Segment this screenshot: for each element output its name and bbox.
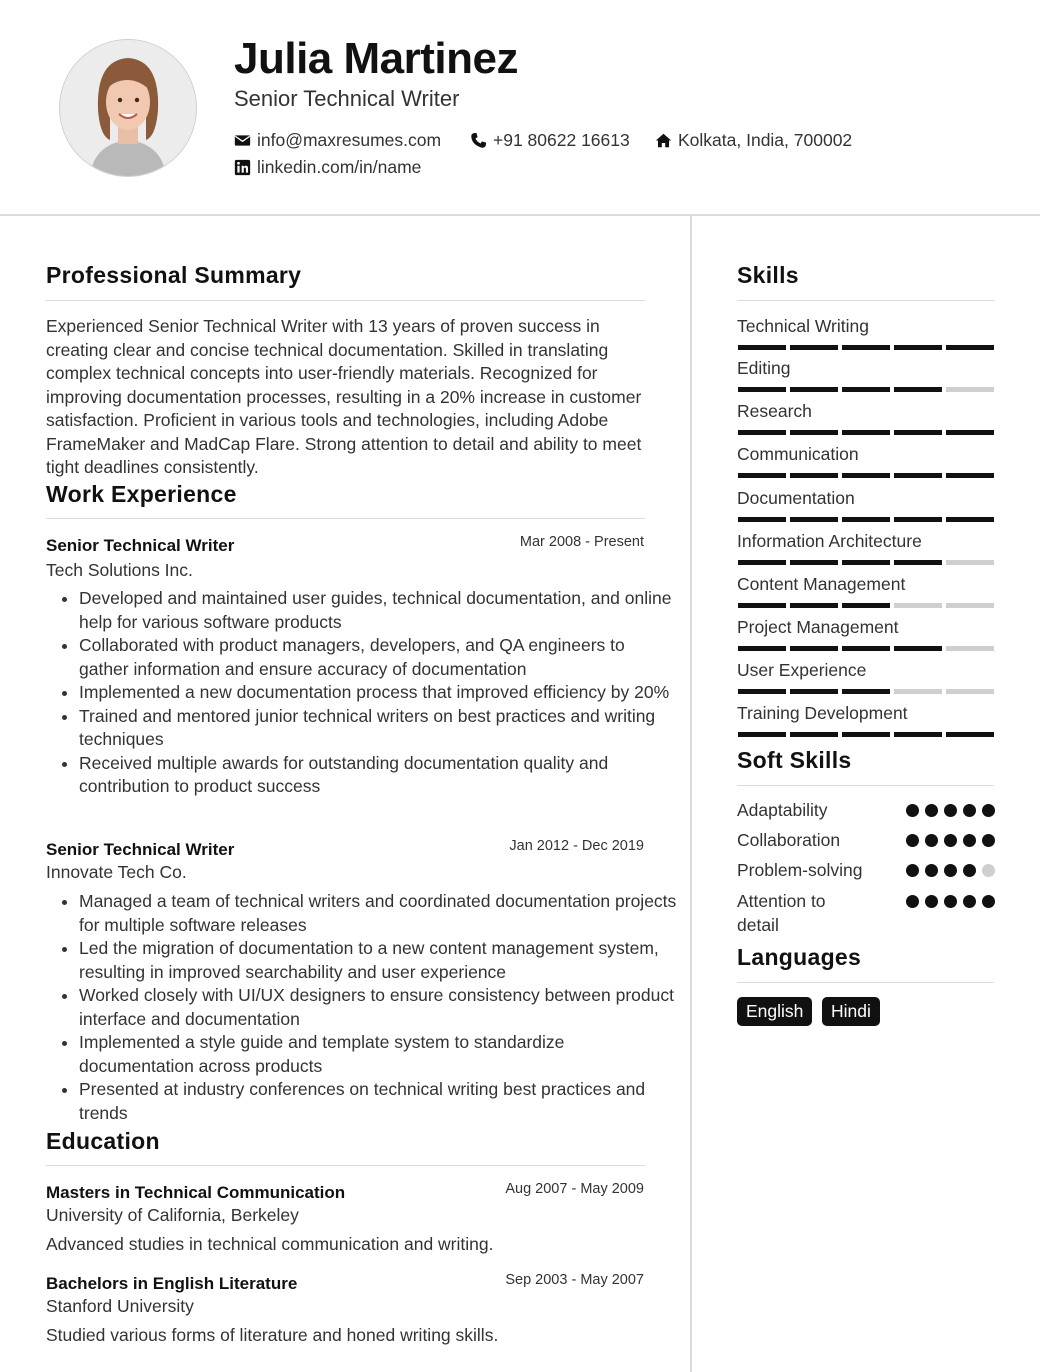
degree-title: Bachelors in English Literature xyxy=(46,1274,298,1293)
candidate-name: Julia Martinez xyxy=(234,34,518,83)
skill-level-segment xyxy=(738,430,786,435)
linkedin-text: linkedin.com/in/name xyxy=(257,157,422,177)
envelope-icon xyxy=(234,132,251,149)
job-bullets xyxy=(46,890,679,1125)
skill-level-segment xyxy=(842,603,890,608)
rating-dot xyxy=(982,834,995,847)
contact-location xyxy=(655,130,852,151)
skill-level-segment xyxy=(842,387,890,392)
skill-level-segment xyxy=(790,517,838,522)
languages-heading: Languages xyxy=(737,944,862,970)
skill-level-bar xyxy=(738,603,994,608)
degree-date: Sep 2003 - May 2007 xyxy=(505,1272,644,1288)
skill-level-segment xyxy=(894,473,942,478)
degree-title: Masters in Technical Communication xyxy=(46,1183,346,1202)
soft-skill-rating xyxy=(906,864,995,877)
experience-rule xyxy=(46,518,645,519)
list-item: • Collaborated with product managers, developers, and QA engineers to gather information and ensure accuracy of documentation xyxy=(79,634,679,681)
skills-heading: Skills xyxy=(737,262,799,288)
job-title: Senior Technical Writer xyxy=(46,536,235,555)
soft-skill-rating xyxy=(906,895,995,908)
skill-level-segment xyxy=(842,473,890,478)
skill-level-segment xyxy=(790,689,838,694)
skill-level-segment xyxy=(894,646,942,651)
skill-level-segment xyxy=(738,517,786,522)
soft-skill-name: Problem-solving xyxy=(737,860,863,880)
skill-name: Research xyxy=(737,401,812,421)
skill-name: Editing xyxy=(737,358,791,378)
skill-level-segment xyxy=(946,430,994,435)
skill-level-segment xyxy=(738,689,786,694)
rating-dot xyxy=(906,895,919,908)
skill-name: Communication xyxy=(737,444,859,464)
rating-dot xyxy=(963,895,976,908)
skill-level-segment xyxy=(790,473,838,478)
contact-linkedin[interactable] xyxy=(234,157,421,178)
skill-level-segment xyxy=(790,430,838,435)
contact-email[interactable] xyxy=(234,130,441,151)
soft-skill-name: Collaboration xyxy=(737,830,841,850)
soft-skills-heading: Soft Skills xyxy=(737,747,852,773)
summary-rule xyxy=(46,300,645,301)
job-date: Jan 2012 - Dec 2019 xyxy=(509,838,644,854)
list-item: • Presented at industry conferences on technical writing best practices and trends xyxy=(79,1078,679,1125)
rating-dot xyxy=(944,804,957,817)
rating-dot xyxy=(982,864,995,877)
home-icon xyxy=(655,132,672,149)
skill-level-segment xyxy=(842,560,890,565)
phone-text: +91 80622 16613 xyxy=(493,130,630,150)
rating-dot xyxy=(906,804,919,817)
skill-level-bar xyxy=(738,732,994,737)
skill-level-segment xyxy=(946,689,994,694)
skill-level-segment xyxy=(894,430,942,435)
skill-level-segment xyxy=(894,517,942,522)
rating-dot xyxy=(982,895,995,908)
skill-level-segment xyxy=(738,732,786,737)
skill-level-segment xyxy=(842,646,890,651)
skill-level-segment xyxy=(946,517,994,522)
skill-level-bar xyxy=(738,473,994,478)
skill-level-segment xyxy=(790,560,838,565)
summary-heading: Professional Summary xyxy=(46,262,302,288)
skill-level-segment xyxy=(894,603,942,608)
skill-level-segment xyxy=(790,646,838,651)
experience-heading: Work Experience xyxy=(46,481,237,507)
degree-desc: Studied various forms of literature and honed writing skills. xyxy=(46,1325,499,1345)
skill-level-bar xyxy=(738,517,994,522)
email-text: info@maxresumes.com xyxy=(257,130,442,150)
list-item: • Implemented a style guide and template system to standardize documentation across products xyxy=(79,1031,679,1078)
skill-level-bar xyxy=(738,689,994,694)
skill-name: Content Management xyxy=(737,574,906,594)
language-badge: Hindi xyxy=(822,997,880,1026)
skill-level-bar xyxy=(738,560,994,565)
soft-skill-rating xyxy=(906,804,995,817)
list-item: • Received multiple awards for outstanding documentation quality and contribution to product success xyxy=(79,752,679,799)
profile-photo xyxy=(59,39,197,177)
location-text: Kolkata, India, 700002 xyxy=(678,130,853,150)
skill-level-segment xyxy=(946,732,994,737)
skill-level-segment xyxy=(894,732,942,737)
skill-level-segment xyxy=(790,387,838,392)
skills-rule xyxy=(737,300,994,301)
job-company: Tech Solutions Inc. xyxy=(46,560,193,580)
school-name: University of California, Berkeley xyxy=(46,1205,299,1225)
language-badge: English xyxy=(737,997,812,1026)
skill-level-segment xyxy=(946,387,994,392)
list-item: • Trained and mentored junior technical writers on best practices and writing techniques xyxy=(79,705,679,752)
school-name: Stanford University xyxy=(46,1296,194,1316)
skill-level-segment xyxy=(894,345,942,350)
rating-dot xyxy=(925,834,938,847)
skill-level-segment xyxy=(842,345,890,350)
rating-dot xyxy=(982,804,995,817)
job-date: Mar 2008 - Present xyxy=(519,534,644,550)
skill-level-bar xyxy=(738,646,994,651)
rating-dot xyxy=(906,864,919,877)
skill-level-segment xyxy=(946,345,994,350)
skill-level-segment xyxy=(946,603,994,608)
skill-name: Project Management xyxy=(737,617,899,637)
skill-level-segment xyxy=(790,732,838,737)
list-item: • Implemented a new documentation process that improved efficiency by 20% xyxy=(79,681,679,705)
skill-name: Information Architecture xyxy=(737,531,922,551)
summary-text: Experienced Senior Technical Writer with 13 years of proven success in creating clear and concise technical documentation. Skilled in translating complex technical concepts into user-friendly materials. Recognized for improving documentation processes, resulting in a 20% increase in customer satisfaction. Proficient in various tools and technologies, including Adobe FrameMaker and MadCap Flare. Strong attention to detail and ability to meet tight deadlines consistently. xyxy=(46,316,642,477)
skill-level-segment xyxy=(738,603,786,608)
skill-level-segment xyxy=(946,473,994,478)
rating-dot xyxy=(963,804,976,817)
degree-date: Aug 2007 - May 2009 xyxy=(505,1181,644,1197)
skill-name: Training Development xyxy=(737,703,908,723)
skill-level-bar xyxy=(738,430,994,435)
list-item: • Developed and maintained user guides, technical documentation, and online help for various software products xyxy=(79,587,679,634)
skill-level-segment xyxy=(738,387,786,392)
skill-level-segment xyxy=(894,689,942,694)
skill-level-segment xyxy=(790,603,838,608)
education-heading: Education xyxy=(46,1128,160,1154)
rating-dot xyxy=(906,834,919,847)
list-item: • Managed a team of technical writers and coordinated documentation projects for multiple software releases xyxy=(79,890,679,937)
skill-level-segment xyxy=(738,345,786,350)
degree-desc: Advanced studies in technical communication and writing. xyxy=(46,1234,494,1254)
rating-dot xyxy=(944,895,957,908)
skill-level-segment xyxy=(738,473,786,478)
phone-icon xyxy=(470,132,487,149)
job-company: Innovate Tech Co. xyxy=(46,862,187,882)
skill-level-segment xyxy=(842,430,890,435)
skill-level-segment xyxy=(946,646,994,651)
resume-header xyxy=(0,0,1040,216)
skill-level-segment xyxy=(842,689,890,694)
skill-level-segment xyxy=(946,560,994,565)
languages-rule xyxy=(737,982,994,983)
skill-level-segment xyxy=(790,345,838,350)
skill-level-segment xyxy=(894,560,942,565)
linkedin-icon xyxy=(234,159,251,176)
rating-dot xyxy=(944,834,957,847)
rating-dot xyxy=(925,895,938,908)
column-divider xyxy=(690,216,692,1372)
skill-level-segment xyxy=(842,732,890,737)
soft-skills-rule xyxy=(737,785,994,786)
skill-name: User Experience xyxy=(737,660,867,680)
soft-skill-name: Attention to detail xyxy=(737,891,826,935)
skill-level-segment xyxy=(894,387,942,392)
skill-level-segment xyxy=(842,517,890,522)
list-item: • Worked closely with UI/UX designers to ensure consistency between product interface and documentation xyxy=(79,984,679,1031)
rating-dot xyxy=(925,864,938,877)
rating-dot xyxy=(925,804,938,817)
rating-dot xyxy=(963,864,976,877)
skill-name: Technical Writing xyxy=(737,316,869,336)
skill-level-segment xyxy=(738,560,786,565)
skill-name: Documentation xyxy=(737,488,855,508)
soft-skill-name: Adaptability xyxy=(737,800,828,820)
rating-dot xyxy=(944,864,957,877)
skill-level-bar xyxy=(738,387,994,392)
job-bullets xyxy=(46,587,679,799)
skill-level-bar xyxy=(738,345,994,350)
list-item: • Led the migration of documentation to a new content management system, resulting in improved searchability and user experience xyxy=(79,937,679,984)
contact-phone[interactable] xyxy=(470,130,630,151)
rating-dot xyxy=(963,834,976,847)
soft-skill-rating xyxy=(906,834,995,847)
candidate-title: Senior Technical Writer xyxy=(234,86,460,111)
education-rule xyxy=(46,1165,645,1166)
skill-level-segment xyxy=(738,646,786,651)
job-title: Senior Technical Writer xyxy=(46,840,235,859)
